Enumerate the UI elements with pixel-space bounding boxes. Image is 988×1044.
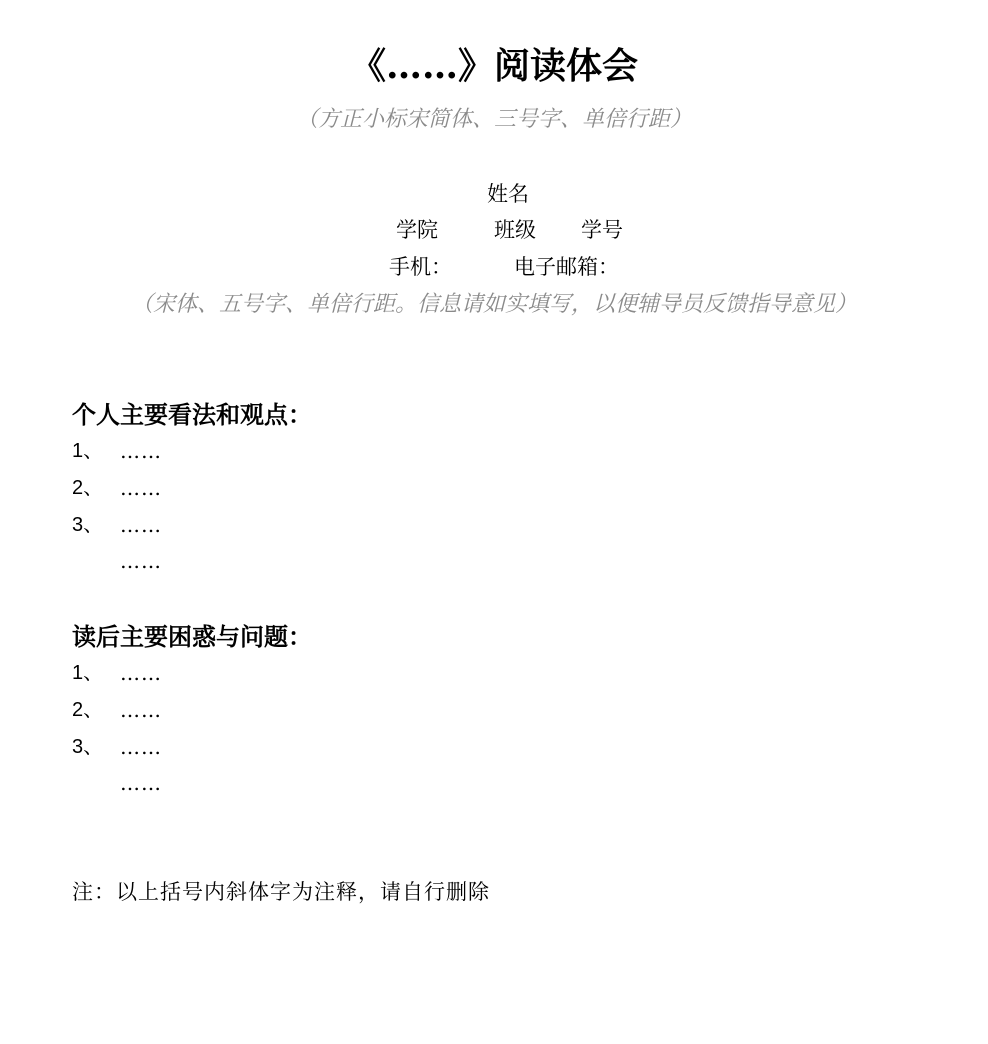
- class-label: 班级: [494, 218, 536, 242]
- list-item-number: 3、: [72, 736, 104, 758]
- list-item-text: ……: [120, 476, 162, 500]
- list-item-number: 1、: [72, 440, 104, 462]
- list-item-text: ……: [120, 771, 162, 795]
- document-title: 《……》阅读体会: [349, 45, 638, 87]
- list-item-number: 3、: [72, 514, 104, 536]
- phone-label: 手机：: [389, 255, 452, 279]
- list-item-text: ……: [120, 549, 162, 573]
- list-item-number: 1、: [72, 662, 104, 684]
- title-format-hint: （方正小标宋简体、三号字、单倍行距）: [295, 107, 692, 132]
- list-item-number: 2、: [72, 699, 104, 721]
- list-item-text: ……: [120, 698, 162, 722]
- section-heading-views: 个人主要看法和观点：: [72, 401, 312, 429]
- college-label: 学院: [396, 218, 438, 242]
- list-item-text: ……: [120, 661, 162, 685]
- deletion-note: 注：以上括号内斜体字为注释，请自行删除: [72, 880, 490, 904]
- name-label: 姓名: [487, 182, 529, 206]
- student-id-label: 学号: [581, 218, 623, 242]
- section-heading-questions: 读后主要困惑与问题：: [72, 623, 312, 651]
- info-format-hint: （宋体、五号字、单倍行距。信息请如实填写，以便辅导员反馈指导意见）: [130, 292, 857, 317]
- email-label: 电子邮箱：: [514, 255, 619, 279]
- list-item-text: ……: [120, 439, 162, 463]
- list-item-text: ……: [120, 735, 162, 759]
- list-item-text: ……: [120, 513, 162, 537]
- list-item-number: 2、: [72, 477, 104, 499]
